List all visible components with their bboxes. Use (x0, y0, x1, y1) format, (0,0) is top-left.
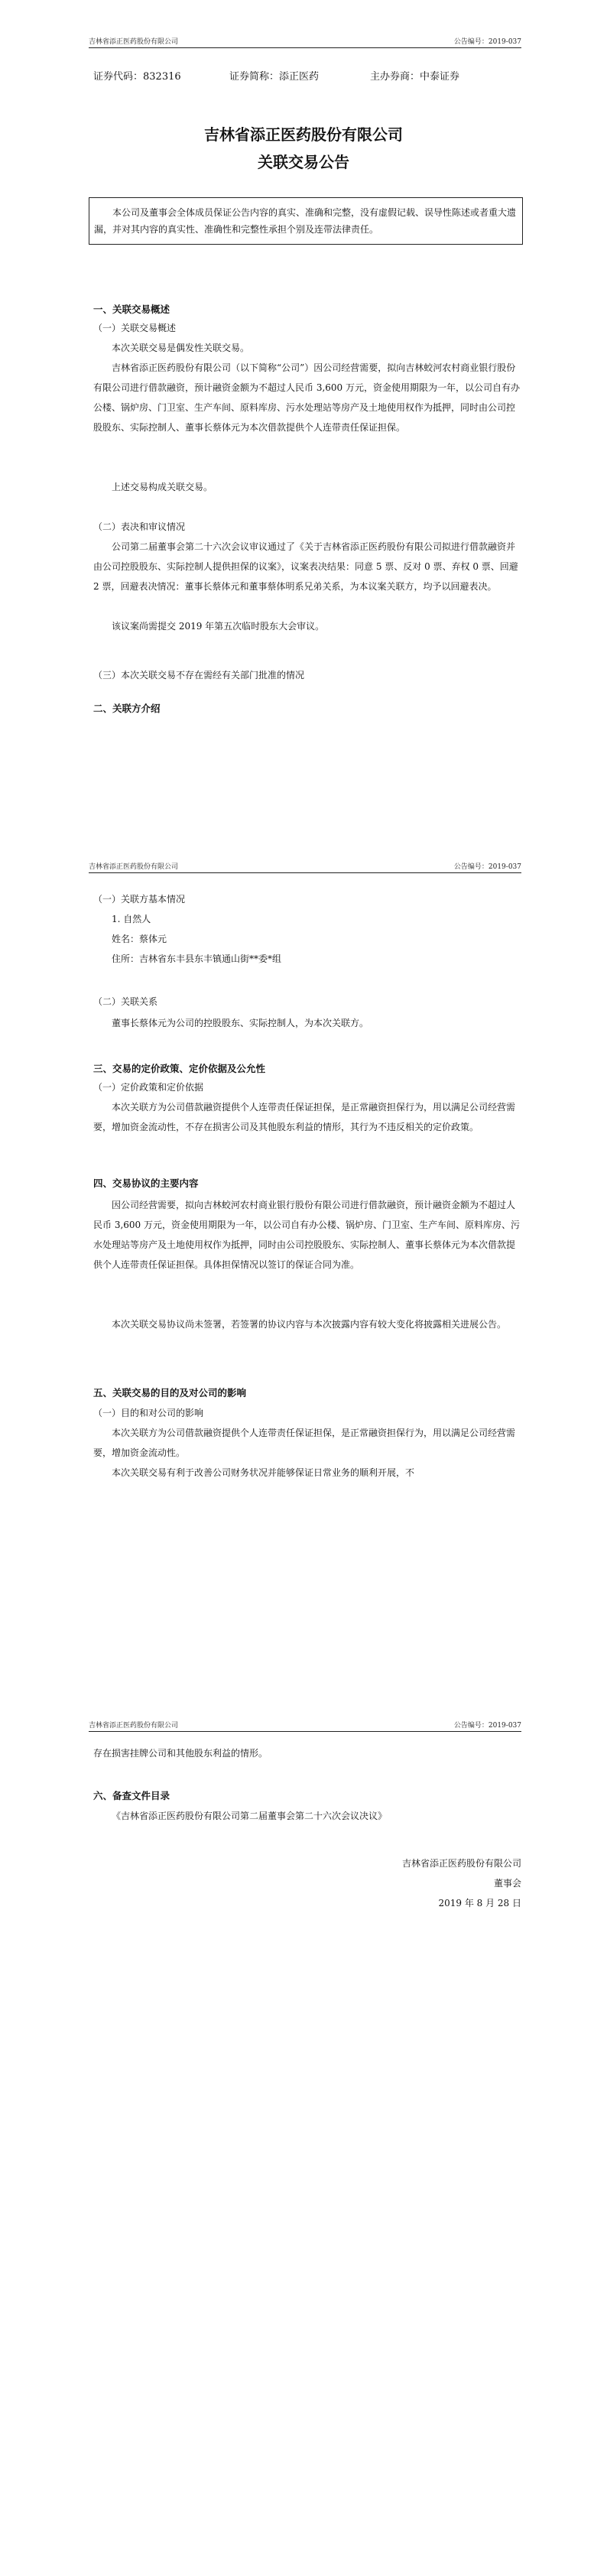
section-3-heading: 三、交易的定价政策、定价依据及公允性 (93, 1063, 266, 1074)
header-announcement-no: 公告编号：2019-037 (453, 38, 521, 46)
page-2 (0, 859, 607, 1717)
related-party-address: 住所：吉林省东丰县东丰镇通山街**委*组 (112, 953, 282, 964)
section-1-p5: 该议案尚需提交 2019 年第五次临时股东大会审议。 (112, 621, 325, 632)
section-5-p3: 存在损害挂牌公司和其他股东利益的情形。 (93, 1748, 268, 1759)
section-2-item-1: 1. 自然人 (112, 914, 151, 924)
section-3-sub-1: （一）定价政策和定价依据 (93, 1082, 204, 1093)
section-1-p2: 吉林省添正医药股份有限公司（以下简称“公司”）因公司经营需要，拟向吉林蛟河农村商业银行股份有限公司进行借款融资，预计融资金额为不超过人民币 3,600 万元，资金使用期限为一年，以公司自有办公楼、锅炉房、门卫室、生产车间、原料库房、污水处理站等房产及土地使用权作为抵押，同时由公司控股股东、实际控制人、董事长蔡体元为本次借款提供个人连带责任保证担保。 (93, 362, 520, 433)
header-announcement-no: 公告编号：2019-037 (453, 1722, 521, 1730)
section-5-heading: 五、关联交易的目的及对公司的影响 (93, 1387, 247, 1398)
section-4-heading: 四、交易协议的主要内容 (93, 1178, 199, 1189)
company-title: 吉林省添正医药股份有限公司 (204, 125, 403, 144)
section-5-p1: 本次关联方为公司借款融资提供个人连带责任保证担保，是正常融资担保行为，用以满足公司经营需要，增加资金流动性。 (93, 1428, 516, 1458)
section-2-sub-2: （二）关联关系 (93, 996, 158, 1007)
page-3 (0, 1717, 607, 2576)
signature-company: 吉林省添正医药股份有限公司 (401, 1858, 521, 1869)
section-4-p1: 因公司经营需要，拟向吉林蛟河农村商业银行股份有限公司进行借款融资，预计融资金额为不超过人民币 3,600 万元，资金使用期限为一年，以公司自有办公楼、锅炉房、门卫室、生产车间、原料库房、污水处理站等房产及土地使用权作为抵押，同时由公司控股股东、实际控制人、董事长蔡体元为本次借款提供个人连带责任保证担保。具体担保情况以签订的保证合同为准。 (93, 1200, 520, 1270)
section-1-p1: 本次关联交易是偶发性关联交易。 (112, 343, 250, 353)
header-company: 吉林省添正医药股份有限公司 (89, 1722, 179, 1730)
security-abbr: 证券简称：添正医药 (229, 71, 320, 83)
page-header (89, 859, 521, 873)
section-2-heading: 二、关联方介绍 (93, 703, 161, 714)
section-4-p2: 本次关联交易协议尚未签署，若签署的协议内容与本次披露内容有较大变化将披露相关进展公告。 (112, 1319, 507, 1330)
section-1-sub-2: （二）表决和审议情况 (93, 521, 186, 532)
section-1-p3: 上述交易构成关联交易。 (112, 482, 213, 492)
section-5-sub-1: （一）目的和对公司的影响 (93, 1408, 204, 1418)
signature-board: 董事会 (493, 1878, 521, 1889)
security-code: 证券代码：832316 (93, 71, 181, 83)
section-1-heading: 一、关联交易概述 (93, 304, 170, 315)
section-5-p2: 本次关联交易有利于改善公司财务状况并能够保证日常业务的顺利开展，不 (112, 1467, 415, 1478)
section-2-p1: 董事长蔡体元为公司的控股股东、实际控制人，为本次关联方。 (112, 1018, 369, 1028)
header-company: 吉林省添正医药股份有限公司 (89, 38, 179, 46)
section-1-p4: 公司第二届董事会第二十六次会议审议通过了《关于吉林省添正医药股份有限公司拟进行借款融资并由公司控股股东、实际控制人提供担保的议案》，议案表决结果：同意 5 票、反对 0 票、弃权 0 票、回避 2 票，回避表决情况：董事长蔡体元和董事蔡体明系兄弟关系，为本议案关联方，均予以回避表决。 (93, 541, 518, 592)
section-6-p1: 《吉林省添正医药股份有限公司第二届董事会第二十六次会议决议》 (112, 1811, 388, 1821)
related-party-name: 姓名：蔡体元 (112, 934, 167, 944)
section-1-sub-3: （三）本次关联交易不存在需经有关部门批准的情况 (93, 670, 305, 681)
header-announcement-no: 公告编号：2019-037 (453, 863, 521, 871)
sponsor-broker: 主办券商：中泰证券 (370, 71, 460, 83)
section-3-p1: 本次关联方为公司借款融资提供个人连带责任保证担保，是正常融资担保行为，用以满足公司经营需要，增加资金流动性，不存在损害公司及其他股东利益的情形，其行为不违反相关的定价政策。 (93, 1102, 516, 1132)
page-header (89, 34, 521, 48)
section-1-sub-1: （一）关联交易概述 (93, 323, 177, 333)
signature-date: 2019 年 8 月 28 日 (438, 1898, 521, 1908)
page-1 (0, 0, 607, 859)
section-2-sub-1: （一）关联方基本情况 (93, 894, 186, 905)
page-header (89, 1717, 521, 1732)
header-company: 吉林省添正医药股份有限公司 (89, 863, 179, 871)
section-6-heading: 六、备查文件目录 (93, 1790, 170, 1801)
document-title: 关联交易公告 (258, 153, 349, 171)
disclaimer-box: 本公司及董事会全体成员保证公告内容的真实、准确和完整，没有虚假记载、误导性陈述或者重大遗漏，并对其内容的真实性、准确性和完整性承担个别及连带法律责任。 (89, 197, 523, 245)
